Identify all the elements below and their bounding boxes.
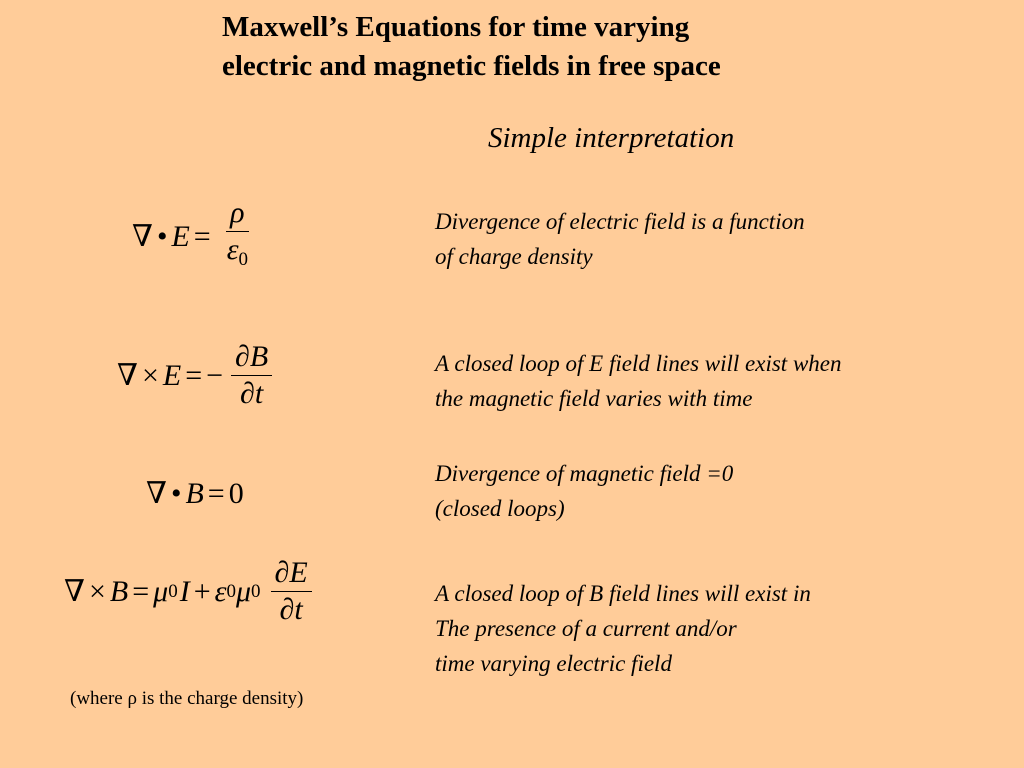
- equals-sign: =: [132, 574, 150, 608]
- interpretation-line: Divergence of electric field is a function: [435, 209, 805, 234]
- minus-sign: −: [206, 358, 224, 392]
- interpretation-line: of charge density: [435, 244, 593, 269]
- interpretation-line: the magnetic field varies with time: [435, 386, 753, 411]
- nabla-symbol: ∇: [117, 359, 138, 392]
- equals-sign: =: [193, 219, 211, 253]
- cross-operator: ×: [141, 358, 159, 392]
- variable-e: E: [171, 219, 190, 253]
- plus-sign: +: [193, 574, 211, 608]
- variable-e: E: [289, 556, 308, 589]
- nabla-symbol: ∇: [146, 477, 167, 510]
- denominator-dt: [275, 592, 306, 627]
- partial-symbol: ∂: [240, 377, 255, 410]
- partial-symbol: ∂: [279, 593, 295, 626]
- partial-symbol: ∂: [235, 340, 250, 373]
- equation-gauss-magnetic: [146, 476, 244, 511]
- interpretation-line: A closed loop of E field lines will exist when: [435, 351, 842, 376]
- interpretation-2: [435, 346, 842, 416]
- interpretation-1: [435, 204, 805, 274]
- equals-sign: =: [207, 476, 225, 510]
- equation-faraday: [117, 340, 272, 411]
- numerator-dE: [271, 556, 312, 592]
- cross-operator: ×: [88, 574, 106, 608]
- equals-sign: =: [185, 358, 203, 392]
- subscript-zero: 0: [226, 580, 236, 602]
- denominator-epsilon0: [223, 232, 252, 277]
- subscript-zero: 0: [251, 580, 261, 602]
- interpretation-3: [435, 456, 733, 526]
- subscript-zero: 0: [168, 580, 178, 602]
- epsilon-symbol: ε: [226, 233, 239, 266]
- equation-gauss-electric: [132, 196, 252, 277]
- mu-symbol: μ: [153, 574, 169, 608]
- variable-t: t: [294, 593, 303, 626]
- dot-operator: •: [170, 476, 182, 510]
- equation-ampere-maxwell: [64, 556, 312, 627]
- slide-title: [222, 8, 721, 86]
- variable-b: B: [109, 574, 129, 608]
- subscript-zero: 0: [238, 249, 249, 270]
- title-line-2: electric and magnetic fields in free space: [222, 50, 721, 82]
- variable-b: B: [249, 340, 269, 373]
- numerator-dB: [231, 340, 272, 376]
- numerator-rho: ρ: [226, 196, 248, 232]
- interpretation-line: Divergence of magnetic field =0: [435, 461, 734, 486]
- nabla-symbol: ∇: [132, 220, 153, 253]
- interpretation-4: [435, 576, 811, 681]
- interpretation-line: (closed loops): [435, 496, 565, 521]
- variable-b: B: [185, 476, 204, 510]
- denominator-dt: [236, 376, 267, 411]
- variable-t: t: [254, 377, 264, 410]
- epsilon-symbol: ε: [214, 574, 227, 608]
- zero-value: 0: [228, 476, 244, 510]
- dot-operator: •: [156, 219, 168, 253]
- nabla-symbol: ∇: [64, 575, 85, 608]
- current-i: I: [179, 574, 190, 608]
- interpretation-line: time varying electric field: [435, 651, 672, 676]
- variable-e: E: [162, 358, 182, 392]
- title-line-1: Maxwell’s Equations for time varying: [222, 11, 690, 43]
- fraction-dE-dt: [271, 556, 312, 627]
- mu-symbol: μ: [235, 574, 251, 608]
- fraction-dB-dt: [231, 340, 272, 411]
- subheading: Simple interpretation: [488, 122, 735, 154]
- fraction-rho-over-epsilon: [223, 196, 252, 277]
- footnote: (where ρ is the charge density): [70, 688, 304, 709]
- interpretation-line: The presence of a current and/or: [435, 616, 737, 641]
- interpretation-line: A closed loop of B field lines will exist in: [435, 581, 811, 606]
- partial-symbol: ∂: [274, 556, 290, 589]
